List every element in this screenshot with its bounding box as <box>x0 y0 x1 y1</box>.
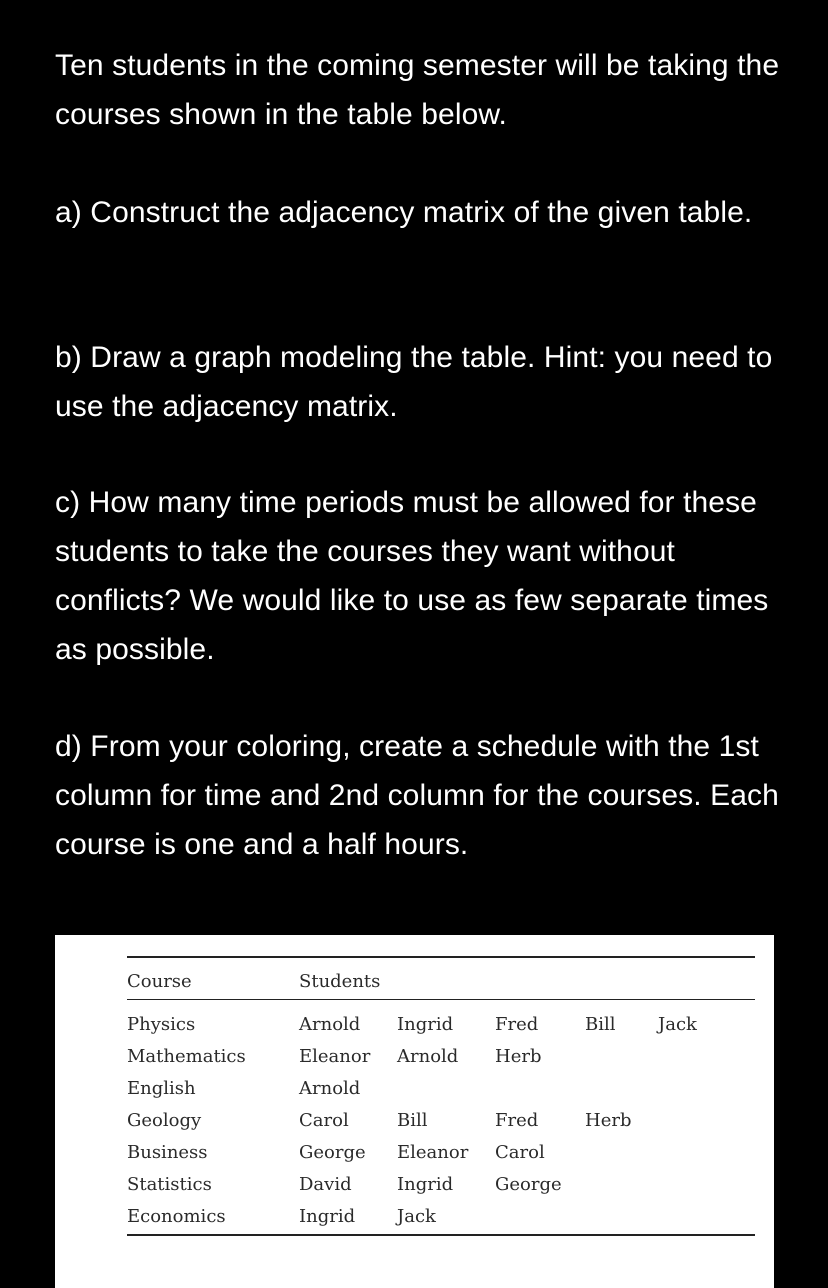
header-students: Students <box>299 971 381 992</box>
student-cell: David <box>299 1174 352 1195</box>
student-cell: Fred <box>495 1110 539 1131</box>
student-cell: Ingrid <box>397 1014 454 1035</box>
table-bottom-rule <box>127 1234 755 1236</box>
header-course: Course <box>127 971 192 992</box>
intro-paragraph: Ten students in the coming semester will be taking the courses shown in the table below. <box>55 49 780 131</box>
course-cell: Mathematics <box>127 1046 246 1067</box>
student-cell: Jack <box>397 1206 436 1227</box>
part-a-paragraph: a) Construct the adjacency matrix of the given table. <box>55 196 753 229</box>
student-cell: Ingrid <box>299 1206 356 1227</box>
student-cell: Fred <box>495 1014 539 1035</box>
student-cell: Bill <box>585 1014 616 1035</box>
student-cell: Herb <box>585 1110 632 1131</box>
student-cell: Bill <box>397 1110 428 1131</box>
course-cell: Geology <box>127 1110 202 1131</box>
course-students-table <box>55 935 774 1288</box>
student-cell: Arnold <box>299 1078 361 1099</box>
part-b-paragraph: b) Draw a graph modeling the table. Hint: you need to use the adjacency matrix. <box>55 341 773 423</box>
student-cell: George <box>495 1174 562 1195</box>
part-d-paragraph: d) From your coloring, create a schedule with the 1st column for time and 2nd column for the courses. Each course is one and a half hours. <box>55 730 779 861</box>
student-cell: Jack <box>658 1014 697 1035</box>
student-cell: Carol <box>299 1110 349 1131</box>
course-cell: Economics <box>127 1206 226 1227</box>
student-cell: Herb <box>495 1046 542 1067</box>
course-cell: Physics <box>127 1014 196 1035</box>
course-cell: Business <box>127 1142 208 1163</box>
student-cell: Carol <box>495 1142 545 1163</box>
student-cell: Eleanor <box>397 1142 469 1163</box>
course-cell: English <box>127 1078 196 1099</box>
course-cell: Statistics <box>127 1174 212 1195</box>
student-cell: Arnold <box>299 1014 361 1035</box>
table-top-rule <box>127 956 755 958</box>
student-cell: Ingrid <box>397 1174 454 1195</box>
part-c-paragraph: c) How many time periods must be allowed for these students to take the courses they want without conflicts? We would like to use as few separate times as possible. <box>55 486 769 666</box>
table-header-rule <box>127 999 755 1000</box>
student-cell: Eleanor <box>299 1046 371 1067</box>
student-cell: Arnold <box>397 1046 459 1067</box>
student-cell: George <box>299 1142 366 1163</box>
